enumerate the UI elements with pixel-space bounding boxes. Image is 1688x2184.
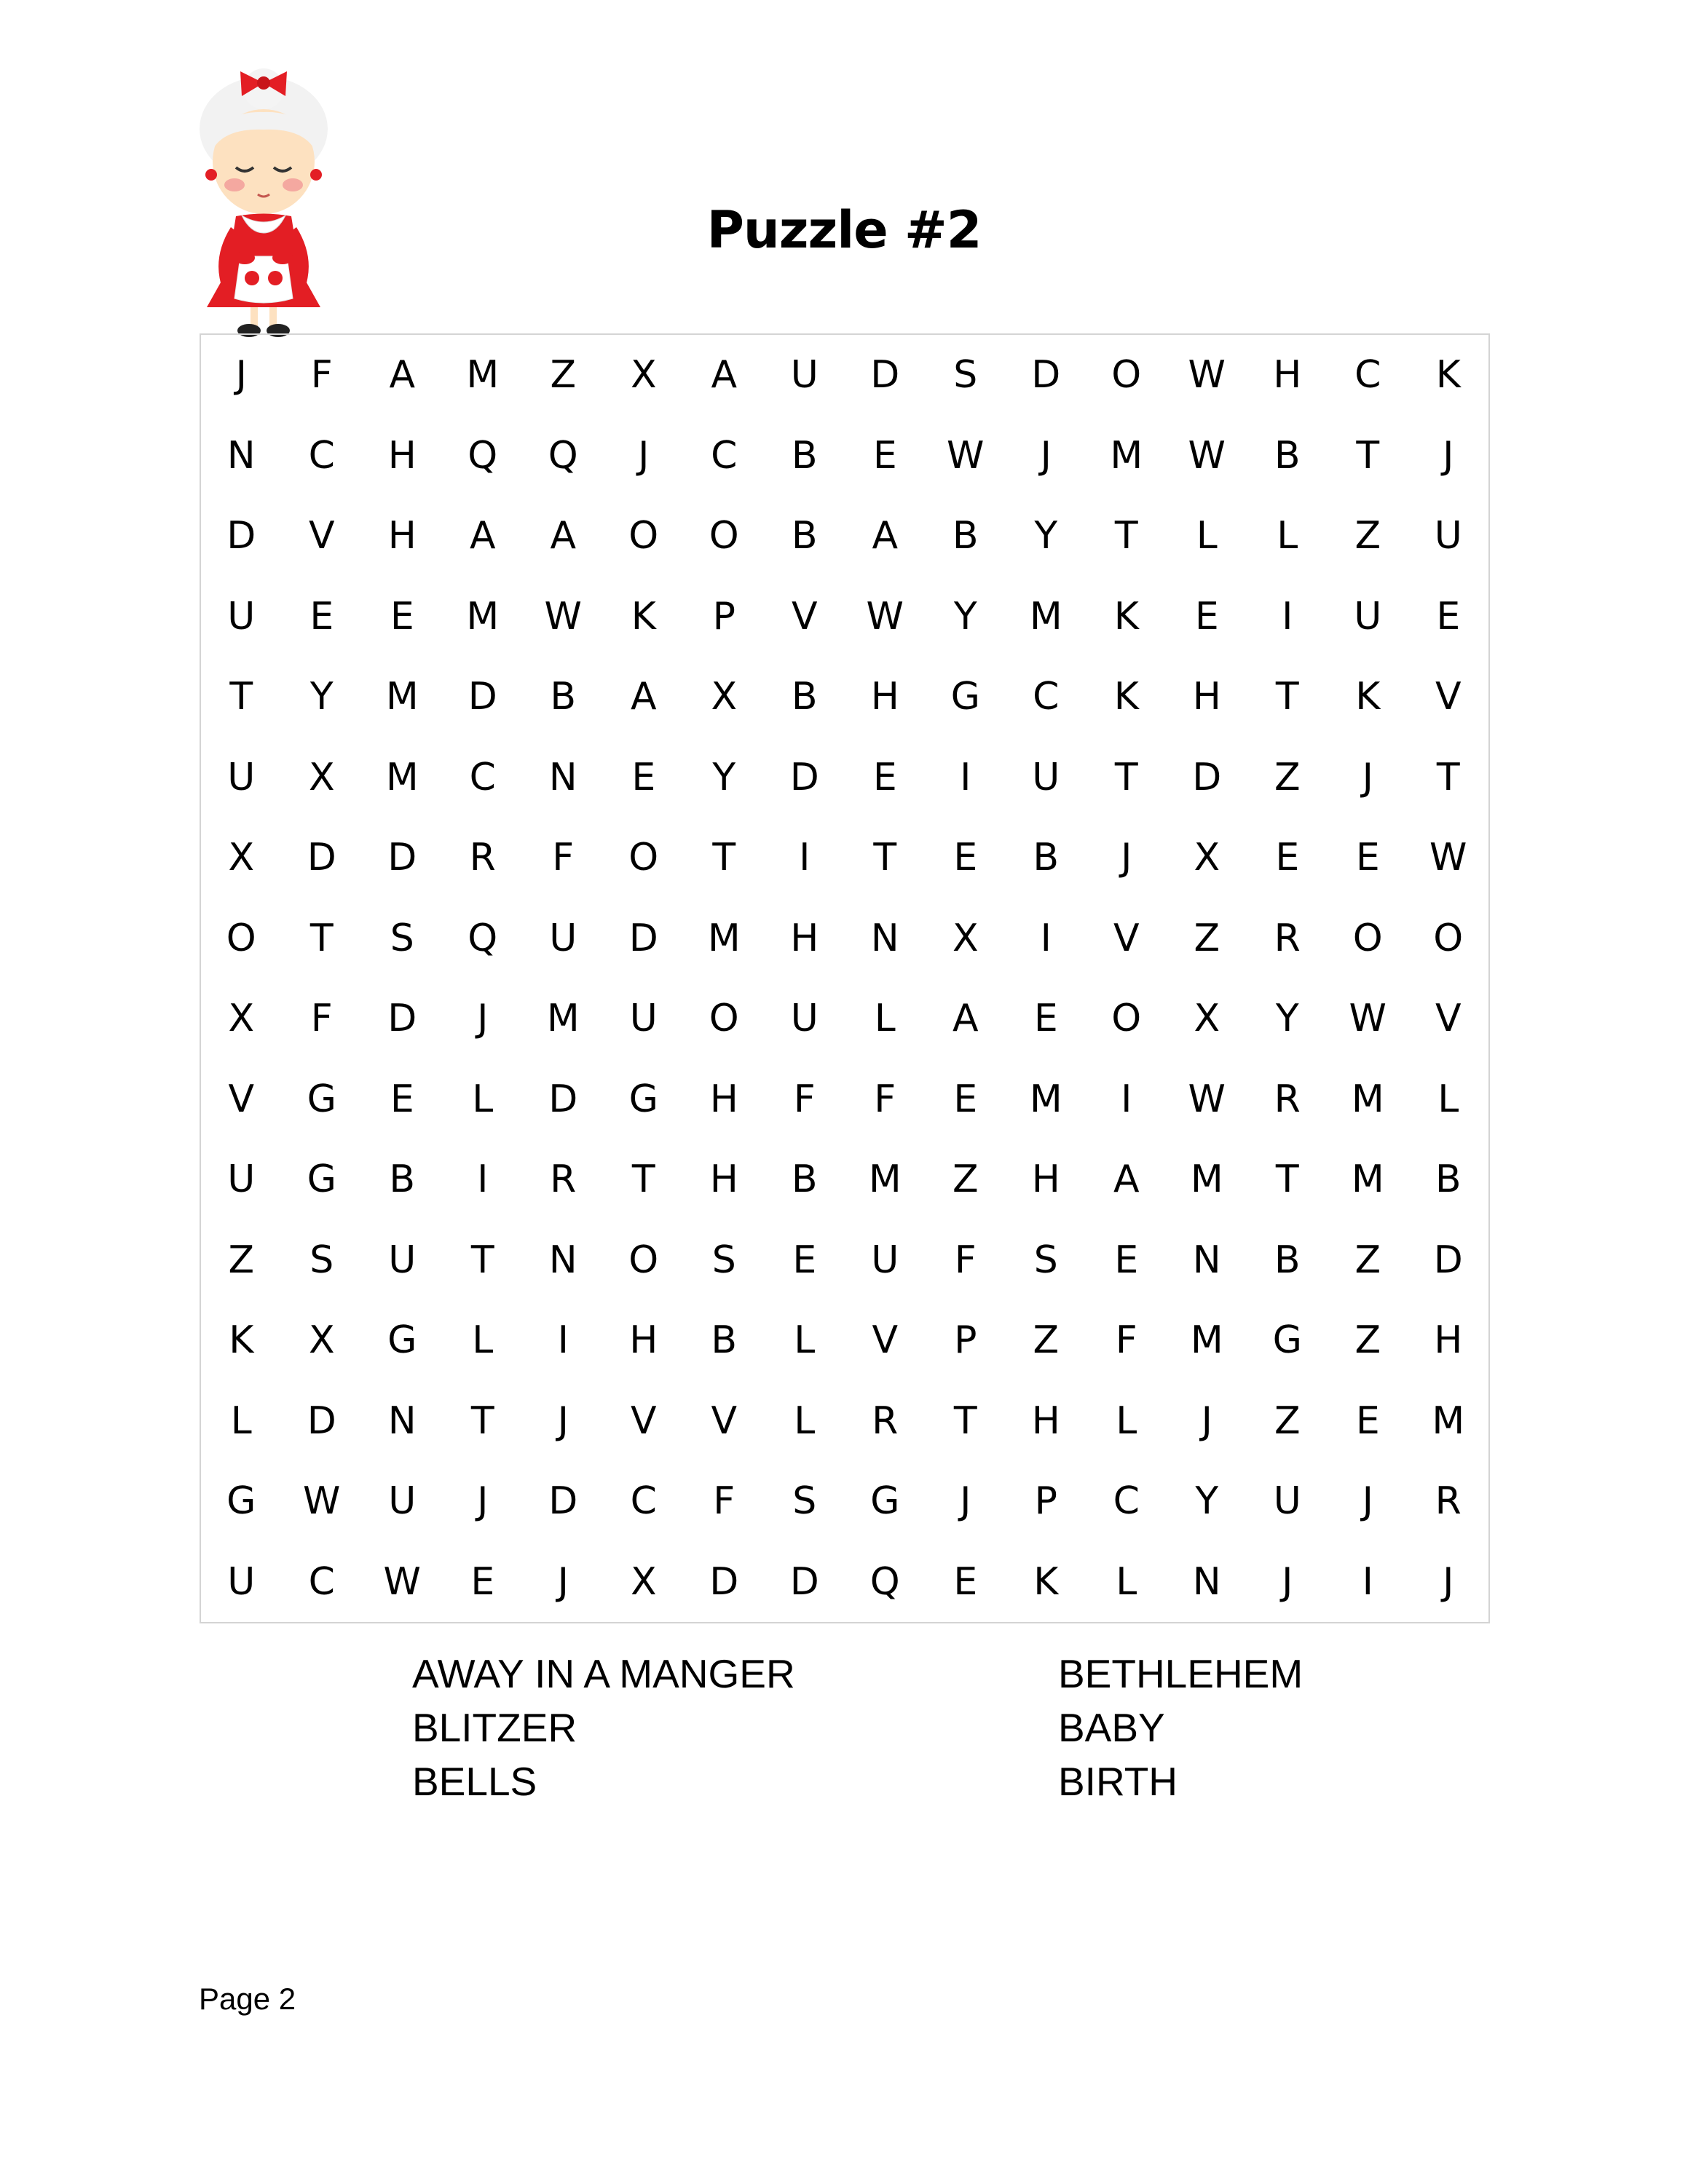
grid-cell: F bbox=[1115, 1318, 1137, 1362]
grid-cell: E bbox=[1114, 1238, 1139, 1282]
grid-cell: X bbox=[630, 353, 657, 397]
grid-cell: W bbox=[866, 594, 904, 638]
grid-cell: W bbox=[303, 1479, 341, 1523]
grid-cell: L bbox=[1116, 1398, 1137, 1443]
grid-row bbox=[201, 1300, 1488, 1381]
grid-cell: Y bbox=[309, 675, 334, 719]
grid-cell: M bbox=[868, 1158, 902, 1201]
grid-cell: X bbox=[308, 1318, 335, 1362]
grid-cell: L bbox=[1437, 1077, 1459, 1121]
grid-cell: O bbox=[709, 997, 739, 1040]
grid-cell: U bbox=[227, 1559, 256, 1604]
grid-cell: C bbox=[308, 433, 335, 478]
grid-cell: B bbox=[1274, 1238, 1301, 1282]
grid-cell: V bbox=[308, 514, 335, 558]
grid-cell: B bbox=[791, 433, 818, 478]
grid-cell: Z bbox=[1354, 1318, 1381, 1362]
grid-cell: Z bbox=[1274, 1398, 1301, 1443]
grid-cell: B bbox=[1033, 836, 1060, 879]
word-list-right bbox=[1058, 1647, 1303, 1808]
grid-cell: C bbox=[630, 1479, 657, 1523]
grid-cell: T bbox=[309, 916, 334, 960]
grid-cell: X bbox=[1194, 836, 1220, 879]
grid-cell: X bbox=[711, 675, 738, 719]
grid-cell: C bbox=[1113, 1479, 1140, 1523]
grid-cell: U bbox=[388, 1479, 417, 1523]
grid-cell: I bbox=[1282, 594, 1293, 638]
grid-cell: M bbox=[1190, 1158, 1223, 1201]
grid-cell: W bbox=[1188, 353, 1226, 397]
grid-cell: A bbox=[550, 514, 577, 558]
grid-cell: S bbox=[1033, 1238, 1058, 1282]
grid-cell: Z bbox=[1354, 1238, 1381, 1282]
word-list-item: BELLS bbox=[412, 1759, 537, 1804]
grid-cell: Q bbox=[548, 433, 578, 478]
word-list-item: AWAY IN A MANGER bbox=[412, 1651, 795, 1696]
grid-cell: B bbox=[1274, 433, 1301, 478]
grid-cell: K bbox=[1113, 594, 1139, 638]
grid-cell: V bbox=[1113, 916, 1140, 960]
grid-cell: E bbox=[953, 1077, 978, 1121]
grid-cell: L bbox=[472, 1318, 494, 1362]
grid-cell: Y bbox=[953, 594, 977, 638]
grid-cell: D bbox=[226, 514, 256, 558]
grid-cell: V bbox=[711, 1398, 738, 1443]
grid-cell: C bbox=[469, 755, 496, 799]
grid-cell: K bbox=[229, 1318, 254, 1362]
grid-cell: O bbox=[628, 514, 659, 558]
grid-cell: H bbox=[709, 1158, 738, 1201]
grid-cell: Y bbox=[1275, 997, 1299, 1040]
grid-cell: E bbox=[1275, 836, 1300, 879]
grid-cell: T bbox=[1114, 755, 1138, 799]
grid-row bbox=[201, 1381, 1488, 1462]
grid-cell: G bbox=[628, 1077, 658, 1121]
grid-cell: O bbox=[709, 514, 739, 558]
grid-cell: P bbox=[954, 1318, 977, 1362]
grid-cell: J bbox=[1040, 433, 1052, 478]
grid-cell: J bbox=[1362, 755, 1373, 799]
grid-cell: H bbox=[709, 1077, 738, 1121]
grid-cell: I bbox=[799, 836, 811, 879]
grid-cell: Q bbox=[869, 1559, 900, 1604]
grid-cell: E bbox=[953, 1559, 978, 1604]
grid-cell: P bbox=[712, 594, 735, 638]
grid-cell: U bbox=[1354, 594, 1382, 638]
grid-cell: Z bbox=[228, 1238, 255, 1282]
grid-cell: Y bbox=[712, 755, 736, 799]
grid-cell: T bbox=[631, 1158, 655, 1201]
grid-cell: H bbox=[1031, 1398, 1060, 1443]
grid-cell: M bbox=[707, 916, 741, 960]
grid-row bbox=[201, 1461, 1488, 1542]
grid-cell: Z bbox=[1033, 1318, 1060, 1362]
grid-cell: U bbox=[227, 594, 256, 638]
grid-cell: B bbox=[791, 675, 818, 719]
grid-row bbox=[201, 737, 1488, 818]
grid-cell: E bbox=[390, 1077, 414, 1121]
grid-cell: D bbox=[548, 1479, 578, 1523]
grid-cell: E bbox=[872, 755, 897, 799]
grid-cell: T bbox=[1275, 675, 1299, 719]
grid-cell: B bbox=[791, 1158, 818, 1201]
grid-cell: E bbox=[1436, 594, 1461, 638]
grid-cell: N bbox=[870, 916, 899, 960]
grid-cell: T bbox=[1275, 1158, 1299, 1201]
grid-cell: H bbox=[629, 1318, 658, 1362]
grid-cell: Q bbox=[468, 916, 498, 960]
grid-cell: C bbox=[711, 433, 738, 478]
grid-cell: G bbox=[307, 1158, 336, 1201]
grid-cell: S bbox=[309, 1238, 334, 1282]
grid-cell: D bbox=[709, 1559, 739, 1604]
grid-cell: N bbox=[387, 1398, 417, 1443]
grid-cell: D bbox=[387, 836, 417, 879]
grid-cell: H bbox=[1192, 675, 1221, 719]
grid-cell: Z bbox=[550, 353, 577, 397]
grid-cell: U bbox=[790, 997, 819, 1040]
grid-cell: N bbox=[226, 433, 256, 478]
grid-cell: M bbox=[1029, 1077, 1062, 1121]
grid-row bbox=[201, 1139, 1488, 1220]
grid-cell: Z bbox=[1354, 514, 1381, 558]
grid-cell: W bbox=[1349, 997, 1387, 1040]
grid-cell: D bbox=[628, 916, 658, 960]
grid-cell: G bbox=[387, 1318, 417, 1362]
grid-row bbox=[201, 818, 1488, 898]
grid-cell: S bbox=[953, 353, 978, 397]
grid-cell: O bbox=[1433, 916, 1464, 960]
grid-cell: L bbox=[874, 997, 896, 1040]
grid-row bbox=[201, 1059, 1488, 1140]
grid-cell: I bbox=[1121, 1077, 1132, 1121]
grid-cell: D bbox=[789, 755, 819, 799]
grid-cell: R bbox=[1274, 1077, 1301, 1121]
grid-cell: Z bbox=[952, 1158, 979, 1201]
grid-cell: I bbox=[1362, 1559, 1373, 1604]
grid-cell: M bbox=[1432, 1398, 1465, 1443]
grid-cell: N bbox=[548, 755, 577, 799]
grid-cell: I bbox=[477, 1158, 489, 1201]
grid-cell: M bbox=[466, 594, 500, 638]
grid-cell: J bbox=[235, 353, 247, 397]
word-list-item: BLITZER bbox=[412, 1705, 577, 1750]
grid-cell: D bbox=[870, 353, 900, 397]
grid-cell: X bbox=[228, 836, 255, 879]
grid-cell: U bbox=[1434, 514, 1462, 558]
grid-cell: X bbox=[630, 1559, 657, 1604]
grid-cell: F bbox=[954, 1238, 977, 1282]
grid-cell: K bbox=[1113, 675, 1139, 719]
grid-cell: Y bbox=[1034, 514, 1058, 558]
grid-cell: K bbox=[1355, 675, 1381, 719]
page-title: Puzzle #2 bbox=[706, 200, 982, 260]
grid-cell: U bbox=[871, 1238, 899, 1282]
grid-cell: J bbox=[1121, 836, 1132, 879]
grid-cell: W bbox=[1188, 433, 1226, 478]
grid-cell: H bbox=[387, 514, 417, 558]
grid-cell: K bbox=[631, 594, 656, 638]
word-search-grid bbox=[200, 333, 1490, 1623]
grid-cell: U bbox=[227, 1158, 256, 1201]
grid-cell: M bbox=[546, 997, 580, 1040]
grid-cell: A bbox=[872, 514, 899, 558]
grid-cell: R bbox=[872, 1398, 899, 1443]
grid-cell: E bbox=[309, 594, 334, 638]
grid-cell: J bbox=[1282, 1559, 1293, 1604]
grid-cell: I bbox=[557, 1318, 569, 1362]
grid-cell: R bbox=[1274, 916, 1301, 960]
grid-cell: T bbox=[1436, 755, 1460, 799]
grid-cell: M bbox=[1190, 1318, 1223, 1362]
grid-cell: V bbox=[872, 1318, 899, 1362]
grid-cell: E bbox=[872, 433, 897, 478]
grid-cell: E bbox=[792, 1238, 817, 1282]
grid-cell: V bbox=[228, 1077, 255, 1121]
grid-cell: J bbox=[1443, 1559, 1454, 1604]
grid-cell: J bbox=[638, 433, 650, 478]
grid-cell: L bbox=[230, 1398, 252, 1443]
grid-cell: K bbox=[1033, 1559, 1059, 1604]
grid-cell: O bbox=[1111, 353, 1142, 397]
grid-cell: V bbox=[1435, 675, 1462, 719]
grid-row bbox=[201, 1542, 1488, 1623]
grid-cell: R bbox=[469, 836, 496, 879]
grid-cell: E bbox=[1194, 594, 1219, 638]
grid-cell: E bbox=[390, 594, 414, 638]
grid-cell: E bbox=[631, 755, 656, 799]
grid-cell: B bbox=[550, 675, 577, 719]
grid-cell: M bbox=[1351, 1158, 1384, 1201]
grid-cell: W bbox=[1188, 1077, 1226, 1121]
grid-cell: X bbox=[1194, 997, 1220, 1040]
grid-cell: M bbox=[1351, 1077, 1384, 1121]
grid-cell: Z bbox=[1274, 755, 1301, 799]
grid-cell: H bbox=[870, 675, 899, 719]
grid-cell: J bbox=[477, 1479, 489, 1523]
grid-cell: U bbox=[629, 997, 658, 1040]
grid-cell: F bbox=[874, 1077, 896, 1121]
grid-cell: T bbox=[470, 1238, 494, 1282]
grid-cell: G bbox=[1272, 1318, 1302, 1362]
grid-cell: N bbox=[1192, 1559, 1221, 1604]
grid-cell: A bbox=[630, 675, 657, 719]
grid-cell: B bbox=[1435, 1158, 1462, 1201]
grid-cell: B bbox=[389, 1158, 416, 1201]
grid-cell: F bbox=[310, 997, 333, 1040]
grid-cell: F bbox=[793, 1077, 816, 1121]
grid-cell: C bbox=[308, 1559, 335, 1604]
grid-cell: D bbox=[1192, 755, 1222, 799]
grid-cell: W bbox=[947, 433, 985, 478]
grid-cell: A bbox=[711, 353, 738, 397]
grid-cell: J bbox=[477, 997, 489, 1040]
grid-cell: C bbox=[1354, 353, 1381, 397]
grid-row bbox=[201, 416, 1488, 496]
grid-cell: O bbox=[226, 916, 256, 960]
grid-cell: S bbox=[390, 916, 414, 960]
grid-cell: D bbox=[548, 1077, 578, 1121]
grid-cell: V bbox=[630, 1398, 657, 1443]
grid-cell: G bbox=[950, 675, 980, 719]
grid-cell: E bbox=[1355, 1398, 1380, 1443]
grid-cell: G bbox=[307, 1077, 336, 1121]
grid-cell: T bbox=[470, 1398, 494, 1443]
grid-cell: E bbox=[470, 1559, 495, 1604]
grid-cell: A bbox=[952, 997, 979, 1040]
grid-cell: W bbox=[1429, 836, 1467, 879]
grid-cell: D bbox=[307, 1398, 336, 1443]
grid-cell: H bbox=[387, 433, 417, 478]
grid-cell: U bbox=[790, 353, 819, 397]
word-list-item: BABY bbox=[1058, 1705, 1165, 1750]
grid-cell: O bbox=[1352, 916, 1383, 960]
grid-cell: T bbox=[953, 1398, 977, 1443]
grid-cell: V bbox=[791, 594, 818, 638]
grid-cell: O bbox=[628, 836, 659, 879]
grid-cell: L bbox=[794, 1318, 816, 1362]
grid-cell: M bbox=[466, 353, 500, 397]
grid-cell: P bbox=[1034, 1479, 1057, 1523]
grid-cell: U bbox=[1273, 1479, 1301, 1523]
grid-row bbox=[201, 577, 1488, 657]
grid-cell: S bbox=[792, 1479, 817, 1523]
grid-row bbox=[201, 657, 1488, 737]
grid-cell: K bbox=[1435, 353, 1461, 397]
grid-row bbox=[201, 335, 1488, 416]
grid-cell: D bbox=[1433, 1238, 1463, 1282]
word-list-left bbox=[412, 1647, 795, 1808]
grid-cell: H bbox=[1273, 353, 1302, 397]
page-number: Page 2 bbox=[199, 1982, 296, 2016]
grid-cell: L bbox=[794, 1398, 816, 1443]
grid-cell: T bbox=[1114, 514, 1138, 558]
grid-cell: A bbox=[1113, 1158, 1140, 1201]
grid-cell: G bbox=[870, 1479, 900, 1523]
grid-cell: X bbox=[308, 755, 335, 799]
grid-cell: M bbox=[1110, 433, 1143, 478]
grid-row bbox=[201, 978, 1488, 1059]
grid-cell: U bbox=[1032, 755, 1060, 799]
grid-cell: J bbox=[557, 1559, 569, 1604]
grid-cell: B bbox=[952, 514, 979, 558]
grid-row bbox=[201, 496, 1488, 577]
grid-cell: V bbox=[1435, 997, 1462, 1040]
grid-cell: D bbox=[1031, 353, 1061, 397]
grid-cell: L bbox=[1116, 1559, 1137, 1604]
grid-cell: C bbox=[1033, 675, 1060, 719]
grid-cell: W bbox=[544, 594, 582, 638]
grid-cell: H bbox=[1031, 1158, 1060, 1201]
grid-cell: U bbox=[388, 1238, 417, 1282]
grid-cell: X bbox=[952, 916, 979, 960]
word-list-item: BIRTH bbox=[1058, 1759, 1178, 1804]
grid-cell: E bbox=[953, 836, 978, 879]
grid-cell: J bbox=[557, 1398, 569, 1443]
grid-cell: G bbox=[226, 1479, 256, 1523]
grid-cell: W bbox=[383, 1559, 421, 1604]
grid-row bbox=[201, 898, 1488, 979]
grid-cell: E bbox=[1355, 836, 1380, 879]
grid-cell: L bbox=[1277, 514, 1298, 558]
grid-cell: A bbox=[389, 353, 416, 397]
grid-cell: F bbox=[552, 836, 575, 879]
grid-cell: H bbox=[1434, 1318, 1463, 1362]
grid-cell: T bbox=[1356, 433, 1380, 478]
grid-cell: H bbox=[790, 916, 819, 960]
grid-cell: F bbox=[713, 1479, 735, 1523]
grid-cell: D bbox=[789, 1559, 819, 1604]
grid-cell: J bbox=[1443, 433, 1454, 478]
grid-cell: D bbox=[307, 836, 336, 879]
grid-cell: E bbox=[1033, 997, 1058, 1040]
word-list-item: BETHLEHEM bbox=[1058, 1651, 1304, 1696]
grid-cell: X bbox=[228, 997, 255, 1040]
grid-cell: O bbox=[628, 1238, 659, 1282]
grid-cell: L bbox=[1196, 514, 1218, 558]
grid-cell: T bbox=[229, 675, 253, 719]
grid-cell: T bbox=[873, 836, 897, 879]
grid-cell: M bbox=[1029, 594, 1062, 638]
grid-cell: N bbox=[1192, 1238, 1221, 1282]
grid-cell: M bbox=[385, 755, 419, 799]
grid-cell: B bbox=[711, 1318, 738, 1362]
grid-cell: Q bbox=[468, 433, 498, 478]
grid-cell: I bbox=[960, 755, 971, 799]
grid-cell: N bbox=[548, 1238, 577, 1282]
grid-cell: F bbox=[310, 353, 333, 397]
grid-cell: A bbox=[469, 514, 496, 558]
grid-cell: O bbox=[1111, 997, 1142, 1040]
grid-cell: Y bbox=[1195, 1479, 1219, 1523]
grid-cell: J bbox=[960, 1479, 971, 1523]
grid-cell: R bbox=[550, 1158, 577, 1201]
grid-cell: M bbox=[385, 675, 419, 719]
grid-cell: U bbox=[227, 755, 256, 799]
grid-cell: J bbox=[1201, 1398, 1212, 1443]
grid-cell: R bbox=[1435, 1479, 1462, 1523]
grid-cell: Z bbox=[1194, 916, 1220, 960]
grid-cell: B bbox=[791, 514, 818, 558]
grid-cell: D bbox=[387, 997, 417, 1040]
grid-cell: L bbox=[472, 1077, 494, 1121]
grid-cell: U bbox=[549, 916, 577, 960]
grid-cell: I bbox=[1040, 916, 1052, 960]
grid-cell: T bbox=[712, 836, 736, 879]
grid-cell: J bbox=[1362, 1479, 1373, 1523]
grid-row bbox=[201, 1220, 1488, 1301]
grid-cell: D bbox=[468, 675, 497, 719]
grid-cell: S bbox=[711, 1238, 736, 1282]
